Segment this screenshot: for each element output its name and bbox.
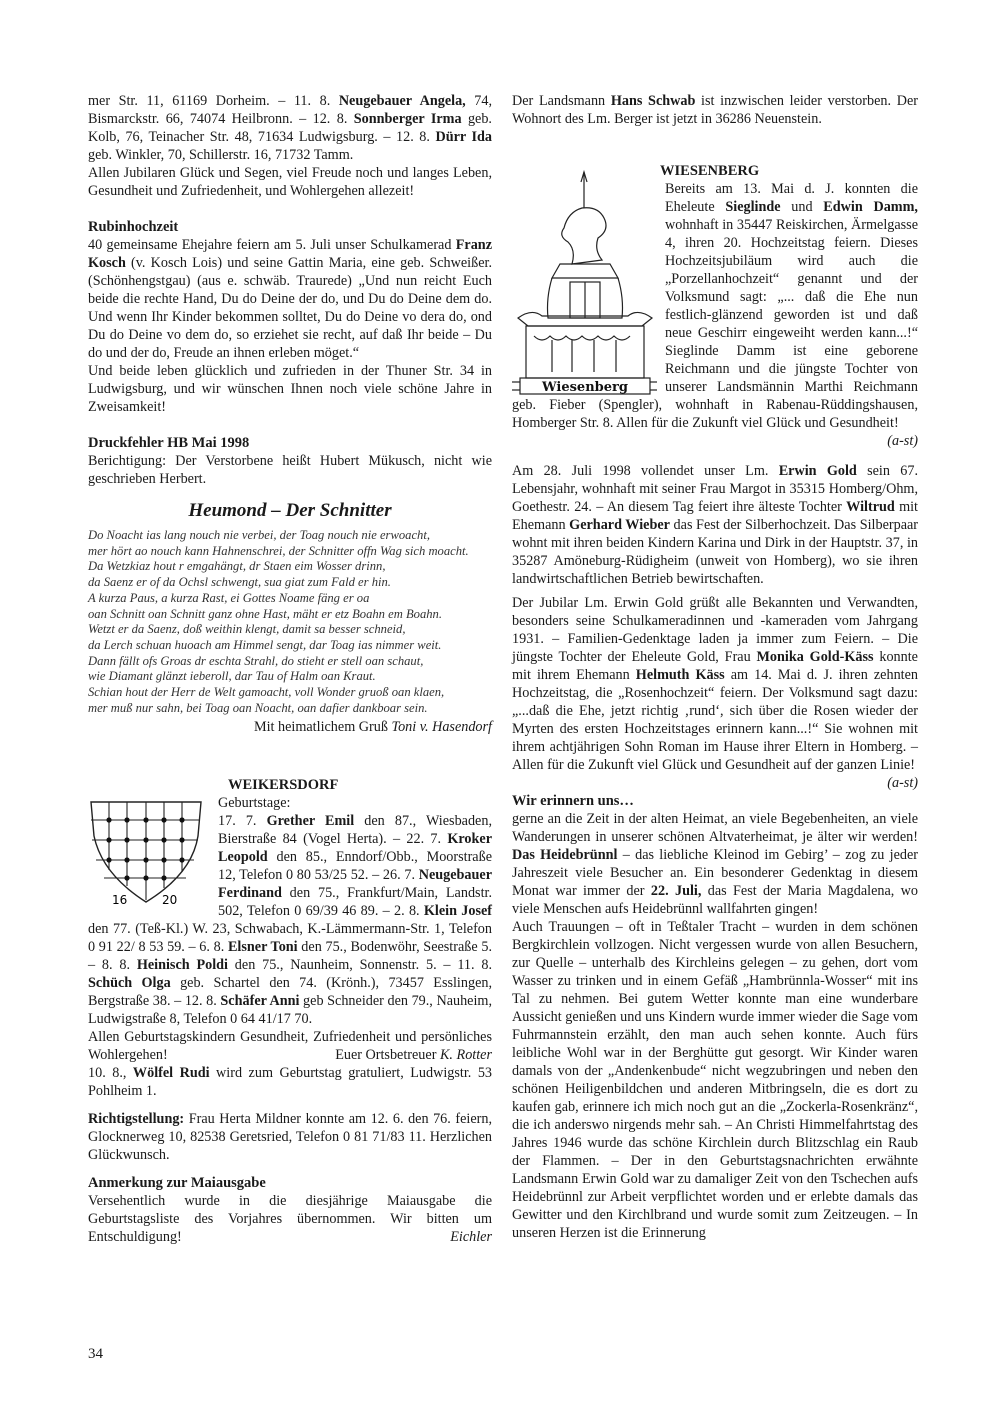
- signature-author: Toni v. Hasendorf: [391, 719, 492, 736]
- paragraph: [88, 1192, 492, 1246]
- text-run: 74, Bismarckstr. 66, 74074 Heilbronn. – 12. 8.: [88, 93, 492, 127]
- credit-prefix: Euer Ortsbetreuer: [335, 1047, 440, 1064]
- text-run: wird zum Geburtstag gratuliert, Ludwigstr. 53 Pohlheim 1.: [88, 1065, 493, 1100]
- section-body: [512, 810, 918, 1242]
- section-anmerkung: [88, 1174, 492, 1246]
- page-number: 34: [88, 1346, 103, 1362]
- section-heading: WIESENBERG: [660, 163, 760, 179]
- section-body: [88, 236, 492, 416]
- text-run: sein 67. Lebensjahr, wohnhaft mit seiner Frau Margot in 35315 Homberg/Ohm, Goethestr. 24. – An diesem Tag feiert ihre älteste Tochter: [512, 463, 918, 515]
- credit-name: (a-st): [887, 775, 918, 791]
- text-run: Der Landsmann: [512, 93, 611, 109]
- bold-name: Neugebauer Ferdinand: [218, 867, 492, 902]
- wiesenberg-fountain-emblem-icon: [512, 168, 657, 396]
- signature-greeting: Mit heimatlichem Gruß: [253, 719, 392, 736]
- bold-name: 22. Juli,: [650, 883, 702, 899]
- bold-name: Wiltrud: [846, 499, 895, 515]
- bold-name: Franz Kosch: [88, 237, 492, 271]
- right-column: [512, 92, 918, 1242]
- poem-line: da Lerch schuan huoach am Himmel sengt, dar Toag ias nimmer weit.: [88, 637, 442, 652]
- bold-name: Wölfel Rudi: [132, 1065, 210, 1082]
- section-heading: WEIKERSDORF: [228, 777, 339, 794]
- section-wir-erinnern-uns: [512, 792, 918, 1242]
- paragraph: [88, 236, 492, 362]
- poem-line: mer muß nur sahn, bei Toag oan Noacht, oan dafier dankboar sein.: [88, 700, 428, 715]
- left-column: [88, 92, 492, 1246]
- text-run: am 14. Mai d. J. ihren zehnten Hochzeitstag, die „Rosenhochzeit“ feiern. Der Volksmund sagt dazu: „...daß die Ehe, jetzt richtig ‚rund‘, sich über die Rosen wieder der Myrten des ersten Hochzeitstages erinnern kann...!“ Sie wohnen mit ihrem achtjährigen Sohn Roman im Hause ihrer Eltern in Homberg. – Allen für die Zukunft viel Glück und Gesundheit auf der ganzen Linie!: [512, 667, 918, 773]
- text-run: Berichtigung: Der Verstorbene heißt Hubert Mükusch, nicht wie geschrieben Herbert.: [88, 453, 492, 487]
- text-run: Frau Herta Mildner konnte am 12. 6. den 76. feiern, Glocknerweg 10, 82538 Geretsried, Telefon 0 81 71/83 11. Herzlichen Glückwunsch.: [88, 1111, 492, 1164]
- text-run: wohnhaft in 35447 Reiskirchen, Ärmelgasse 4, ihren 20. Hochzeitstag feiern. Dieses Hochzeitsjubiläum wird auch die „Porzellanhochzeit“ genannt und der Volksmund sagt: „... daß die Ehe nun festlich-glänzend geworden ist und daß neue Geschirr eingeweiht werden kann...!“ Sieglinde Damm ist eine geborene Reichmann und die jüngste Tochter von unserer Landsmännin Marthi Reichmann geb. Fieber (Spengler), wohnhaft in Rabenau-Rüddingshausen, Homberger Str. 8. Allen für die Zukunft viel Glück und Gesundheit!: [512, 217, 918, 431]
- bold-name: Elsner Toni: [227, 939, 298, 956]
- poem-title: Heumond – Der Schnitter: [188, 500, 392, 521]
- text-run: geb. Schartel den 74. (Krönh.), 73457 Esslingen, Bergstraße 38. – 12. 8.: [88, 975, 493, 1010]
- bold-name: Monika Gold-Käss: [756, 649, 874, 665]
- section-druckfehler: [88, 434, 492, 488]
- text-run: und: [780, 199, 824, 215]
- paragraph: [88, 1064, 492, 1100]
- text-run: Bereits am 13. Mai d. J. konnten die Eheleute: [665, 181, 918, 215]
- text-run: ist inzwischen leider verstorben. Der Wohnort des Lm. Berger ist jetzt in 36286 Neuenstein.: [512, 93, 918, 127]
- weikersdorf-crest-icon: [88, 796, 208, 908]
- poem-line: da Saenz er of da Ochsl schwengt, sua giat zum Fald er hin.: [88, 575, 391, 590]
- right-aligned-credit: [450, 1228, 492, 1246]
- right-aligned-credit: [887, 774, 918, 792]
- text-run: 40 gemeinsame Ehejahre feiern am 5. Juli unser Schulkamerad: [88, 237, 456, 253]
- bold-name: Neugebauer Angela,: [338, 93, 466, 109]
- bold-name: Grether Emil: [266, 813, 355, 830]
- bold-name: Sieglinde: [725, 199, 781, 215]
- section-heading: Anmerkung zur Maiausgabe: [88, 1175, 266, 1192]
- right-aligned-credit: [887, 432, 918, 450]
- text-run: mer Str. 11, 61169 Dorheim. – 11. 8.: [88, 93, 339, 109]
- text-run: Allen Jubilaren Glück und Segen, viel Freude noch und langes Leben, Gesundheit und Zufriedenheit, und Wohlergehen allezeit!: [88, 165, 492, 199]
- text-run: geb. Winkler, 70, Schillerstr. 16, 71732 Tamm.: [88, 147, 354, 163]
- paragraph: [512, 462, 918, 588]
- section-rubinhochzeit: [88, 218, 492, 416]
- bold-name: Kroker Leopold: [218, 831, 492, 866]
- text-run: mit Ehemann: [512, 499, 918, 533]
- text-run: Am 28. Juli 1998 vollendet unser Lm.: [512, 463, 779, 479]
- text-run: 17. 7.: [218, 813, 267, 830]
- paragraph: [512, 594, 918, 791]
- bold-name: Das Heidebrünnl: [512, 847, 618, 863]
- text-run: 10. 8.,: [88, 1065, 133, 1082]
- text-run: das Fest der Maria Magdalena, wo viele Menschen aufs Heidebrünnl wallfahrten gingen!: [512, 883, 919, 917]
- paragraph: [512, 918, 918, 1242]
- text-run: Der Jubilar Lm. Erwin Gold grüßt alle Bekannten und Verwandten, besonders seine Schulkameradinnen und -kameraden vom Jahrgang 1931. – Familien-Gedenktage laden ja immer zum Feiern. – Die jüngste Tochter der Eheleute Gold, Frau: [512, 595, 918, 665]
- crest-year-left: 16: [112, 893, 128, 908]
- poem-signature: [88, 718, 492, 736]
- section-heading: Rubinhochzeit: [88, 219, 179, 235]
- poem-line: Schian hout der Herr de Welt gamoacht, voll Wonder gruoß oan klaen,: [88, 685, 445, 700]
- paragraph: [88, 164, 492, 200]
- text-run: den 75., Bodenwöhr, Seestraße 5. – 8. 8.: [88, 939, 492, 974]
- bold-name: Edwin Damm,: [823, 199, 918, 215]
- crest-year-right: 20: [162, 893, 178, 908]
- text-run: den 85., Enndorf/Obb., Moorstraße 12, Telefon 0 80 53/25 52. – 26. 7.: [218, 849, 492, 884]
- paragraph: [512, 810, 918, 918]
- poem: [88, 528, 492, 716]
- paragraph: [88, 1110, 492, 1164]
- paragraph: [512, 92, 918, 128]
- bold-name: Gerhard Wieber: [569, 517, 670, 533]
- text-run: den 75., Naunheim, Sonnenstr. 5. – 11. 8.: [227, 957, 492, 974]
- text-run: den 75., Frankfurt/Main, Landstr. 502, Telefon 0 69/39 46 89. – 2. 8.: [218, 885, 492, 920]
- emblem-label: Wiesenberg: [542, 380, 628, 395]
- text-run: Und beide leben glücklich und zufrieden in der Thuner Str. 34 in Ludwigsburg, und wir wünschen Ihnen noch viele schöne Jahre in Zweisamkeit!: [88, 363, 492, 415]
- poem-line: A kurza Paus, a kurza Rast, ei Gottes Noame fäng er oa: [88, 590, 370, 605]
- bold-name: Erwin Gold: [778, 463, 857, 479]
- bold-name: Schäfer Anni: [220, 993, 300, 1010]
- text-run: das Fest der Silberhochzeit. Das Silberpaar wohnt mit ihren beiden Kindern Karina und Dirk in der Hauptstr. 37, in 35287 Amöneburg-Rüdigheim (unweit von Homberg), wo sie ihren landwirtschaftlichen Betrieb bewirtschaften.: [512, 517, 919, 587]
- section-body: [88, 1192, 492, 1246]
- section-erwin-gold: [512, 462, 918, 588]
- obituary-note: [512, 92, 918, 128]
- bold-name: Sonnberger Irma: [353, 111, 462, 127]
- poem-line: Dann fällt ofs Groas dr eschta Strahl, do stieht er stell oan schaut,: [88, 653, 424, 668]
- bold-name: Dürr Ida: [435, 129, 493, 145]
- credit-name: Eichler: [450, 1229, 492, 1246]
- poem-line: Do Noacht ias lang nouch nie verbei, der Toag nouch nie erwoacht,: [88, 528, 430, 542]
- text-run: Versehentlich wurde in die diesjährige Maiausgabe die Geburtstagsliste des Vorjahres übernommen. Wir bitten um Entschuldigung!: [88, 1193, 492, 1246]
- bold-name: Hans Schwab: [610, 93, 696, 109]
- paragraph: [88, 1028, 492, 1064]
- bold-name: Heinisch Poldi: [136, 957, 228, 974]
- poem-line: mer hört ao nouch kann Hahnenschrei, der Schnitter offn Wag sich moacht.: [88, 543, 469, 558]
- paragraph: [88, 452, 492, 488]
- poem-line: oan Schnitt oan Schnitt ganz ohne Hast, mäht er etz Boahn em Boahn.: [88, 606, 442, 621]
- text-run: konnte mit ihrem Ehemann: [512, 649, 918, 683]
- section-heading: Druckfehler HB Mai 1998: [88, 435, 250, 451]
- text-run: geb. Kolb, 76, Teinacher Str. 48, 71634 Ludwigsburg. – 12. 8.: [88, 111, 492, 145]
- text-run: den 87., Wiesbaden, Bierstraße 84 (Vogel Herta). – 22. 7.: [218, 813, 492, 848]
- section-richtigstellung: [88, 1110, 492, 1164]
- section-gold-kaess: [512, 594, 918, 791]
- text-run: Allen Geburtstagskindern Gesundheit, Zufriedenheit und persönliches Wohlergehen!: [88, 1029, 492, 1064]
- poem-line: wie Diamant glänzt ieberoll, dar Tau of Halm oan Kraut.: [88, 669, 376, 684]
- text-run: Auch Trauungen – oft in Teßtaler Tracht – wurden in dem schönen Bergkirchlein vollzogen. Nicht vergessen wurde von allen Besuchern, zur Quelle – unterhalb des Kirchleins gelegen – zu gehen, dort vom Wasser zu trinken und in einem Gefäß „Hambrünnla-Wosser“ mit ins Tal zu nehmen. Bei gutem Wetter konnte man eine wunderbare Aussicht genießen und uns Kindern wurde immer wieder die Sage vom Fuhrmannstein erzählt, den man auch sehen konnte. Auch fürs leibliche Wohl war in der Berghütte gut gesorgt. Wir Kinder waren damals von der „Andenkenbude“ nicht wegzubringen und neben den schönen Heiligenbildchen und anderen Mitbringseln, die es dort zu kaufen gab, erinnere ich mich noch gut an die „Zockerla-Rosenkränz“, die ich anderswo nirgends mehr sah. – An Christi Himmelfahrtstag des Jahres 1946 wurde das schöne Kirchlein durch Blitzschlag ein Raub der Flammen. – Der in den Geburtstagsnachrichten erwähnte Landsmann Erwin Gold war zu damaliger Zeit von den Tschechen aufs Heidebrünnl zur Arbeit verpflichtet worden und er erlebte damals das Gewitter und den Kirchlbrand und wurde somit zum Zeitzeugen. – In unseren Herzen ist die Erinnerung: [512, 919, 918, 1241]
- bold-name: Richtigstellung:: [88, 1111, 185, 1128]
- section-weikersdorf: [88, 776, 492, 1100]
- text-run: gerne an die Zeit in der alten Heimat, an viele Begebenheiten, an viele Wanderungen in unserer schönen Altvaterheimat, je älter wir werden!: [512, 811, 918, 845]
- text-run: – das liebliche Kleinod im Gebirg’ – zog zu jeder Jahreszeit viele Besucher an. Ein besonderer Gedenktag in diesem Monat war immer der: [512, 847, 919, 899]
- section-wiesenberg: [512, 162, 918, 450]
- text-run: Geburtstage:: [218, 795, 291, 812]
- credit-name: (a-st): [887, 433, 918, 449]
- birthday-list-continued: [88, 92, 492, 200]
- text-run: geb Schneider den 79., Nauheim, Ludwigstraße 8, Telefon 0 64 41/17 70.: [88, 993, 493, 1028]
- section-heading: Wir erinnern uns…: [512, 793, 634, 809]
- bold-name: Helmuth Käss: [635, 667, 725, 683]
- paragraph: [88, 362, 492, 416]
- section-body: [88, 452, 492, 488]
- right-aligned-credit: [335, 1046, 492, 1064]
- bold-name: Klein Josef: [423, 903, 493, 920]
- text-run: den 77. (Teß-Kl.) W. 23, Schwabach, K.-Lämmermann-Str. 1, Telefon 0 91 22/ 8 53 59. – 6. 8.: [88, 921, 492, 956]
- text-run: (v. Kosch Lois) und seine Gattin Maria, eine geb. Schweißer. (Schönhengstgau) (aus e. schwäb. Traurede) „Und nun reicht Euch beide die rechte Hand, Du do Deine der do, und Du do Deine dem do. Und wenn Ihr Kinder bekommen solltet, Du do Deine vo dera do, ond Du do Deine vo dem do, so erziehet sie recht, auf daß Ihr beide – Du do und der do, Freude an ihnen erleben möget.“: [88, 255, 492, 361]
- bold-name: Schüch Olga: [88, 975, 171, 992]
- paragraph: [88, 92, 492, 164]
- poem-line: Da Wetzkiaz hout r emgahängt, dr Staen eim Wosser drinn,: [88, 559, 386, 574]
- poem-line: Wetzt er da Saenz, doß weithin klengt, damit sa besser schneid,: [88, 622, 406, 637]
- credit-name: K. Rotter: [439, 1047, 492, 1064]
